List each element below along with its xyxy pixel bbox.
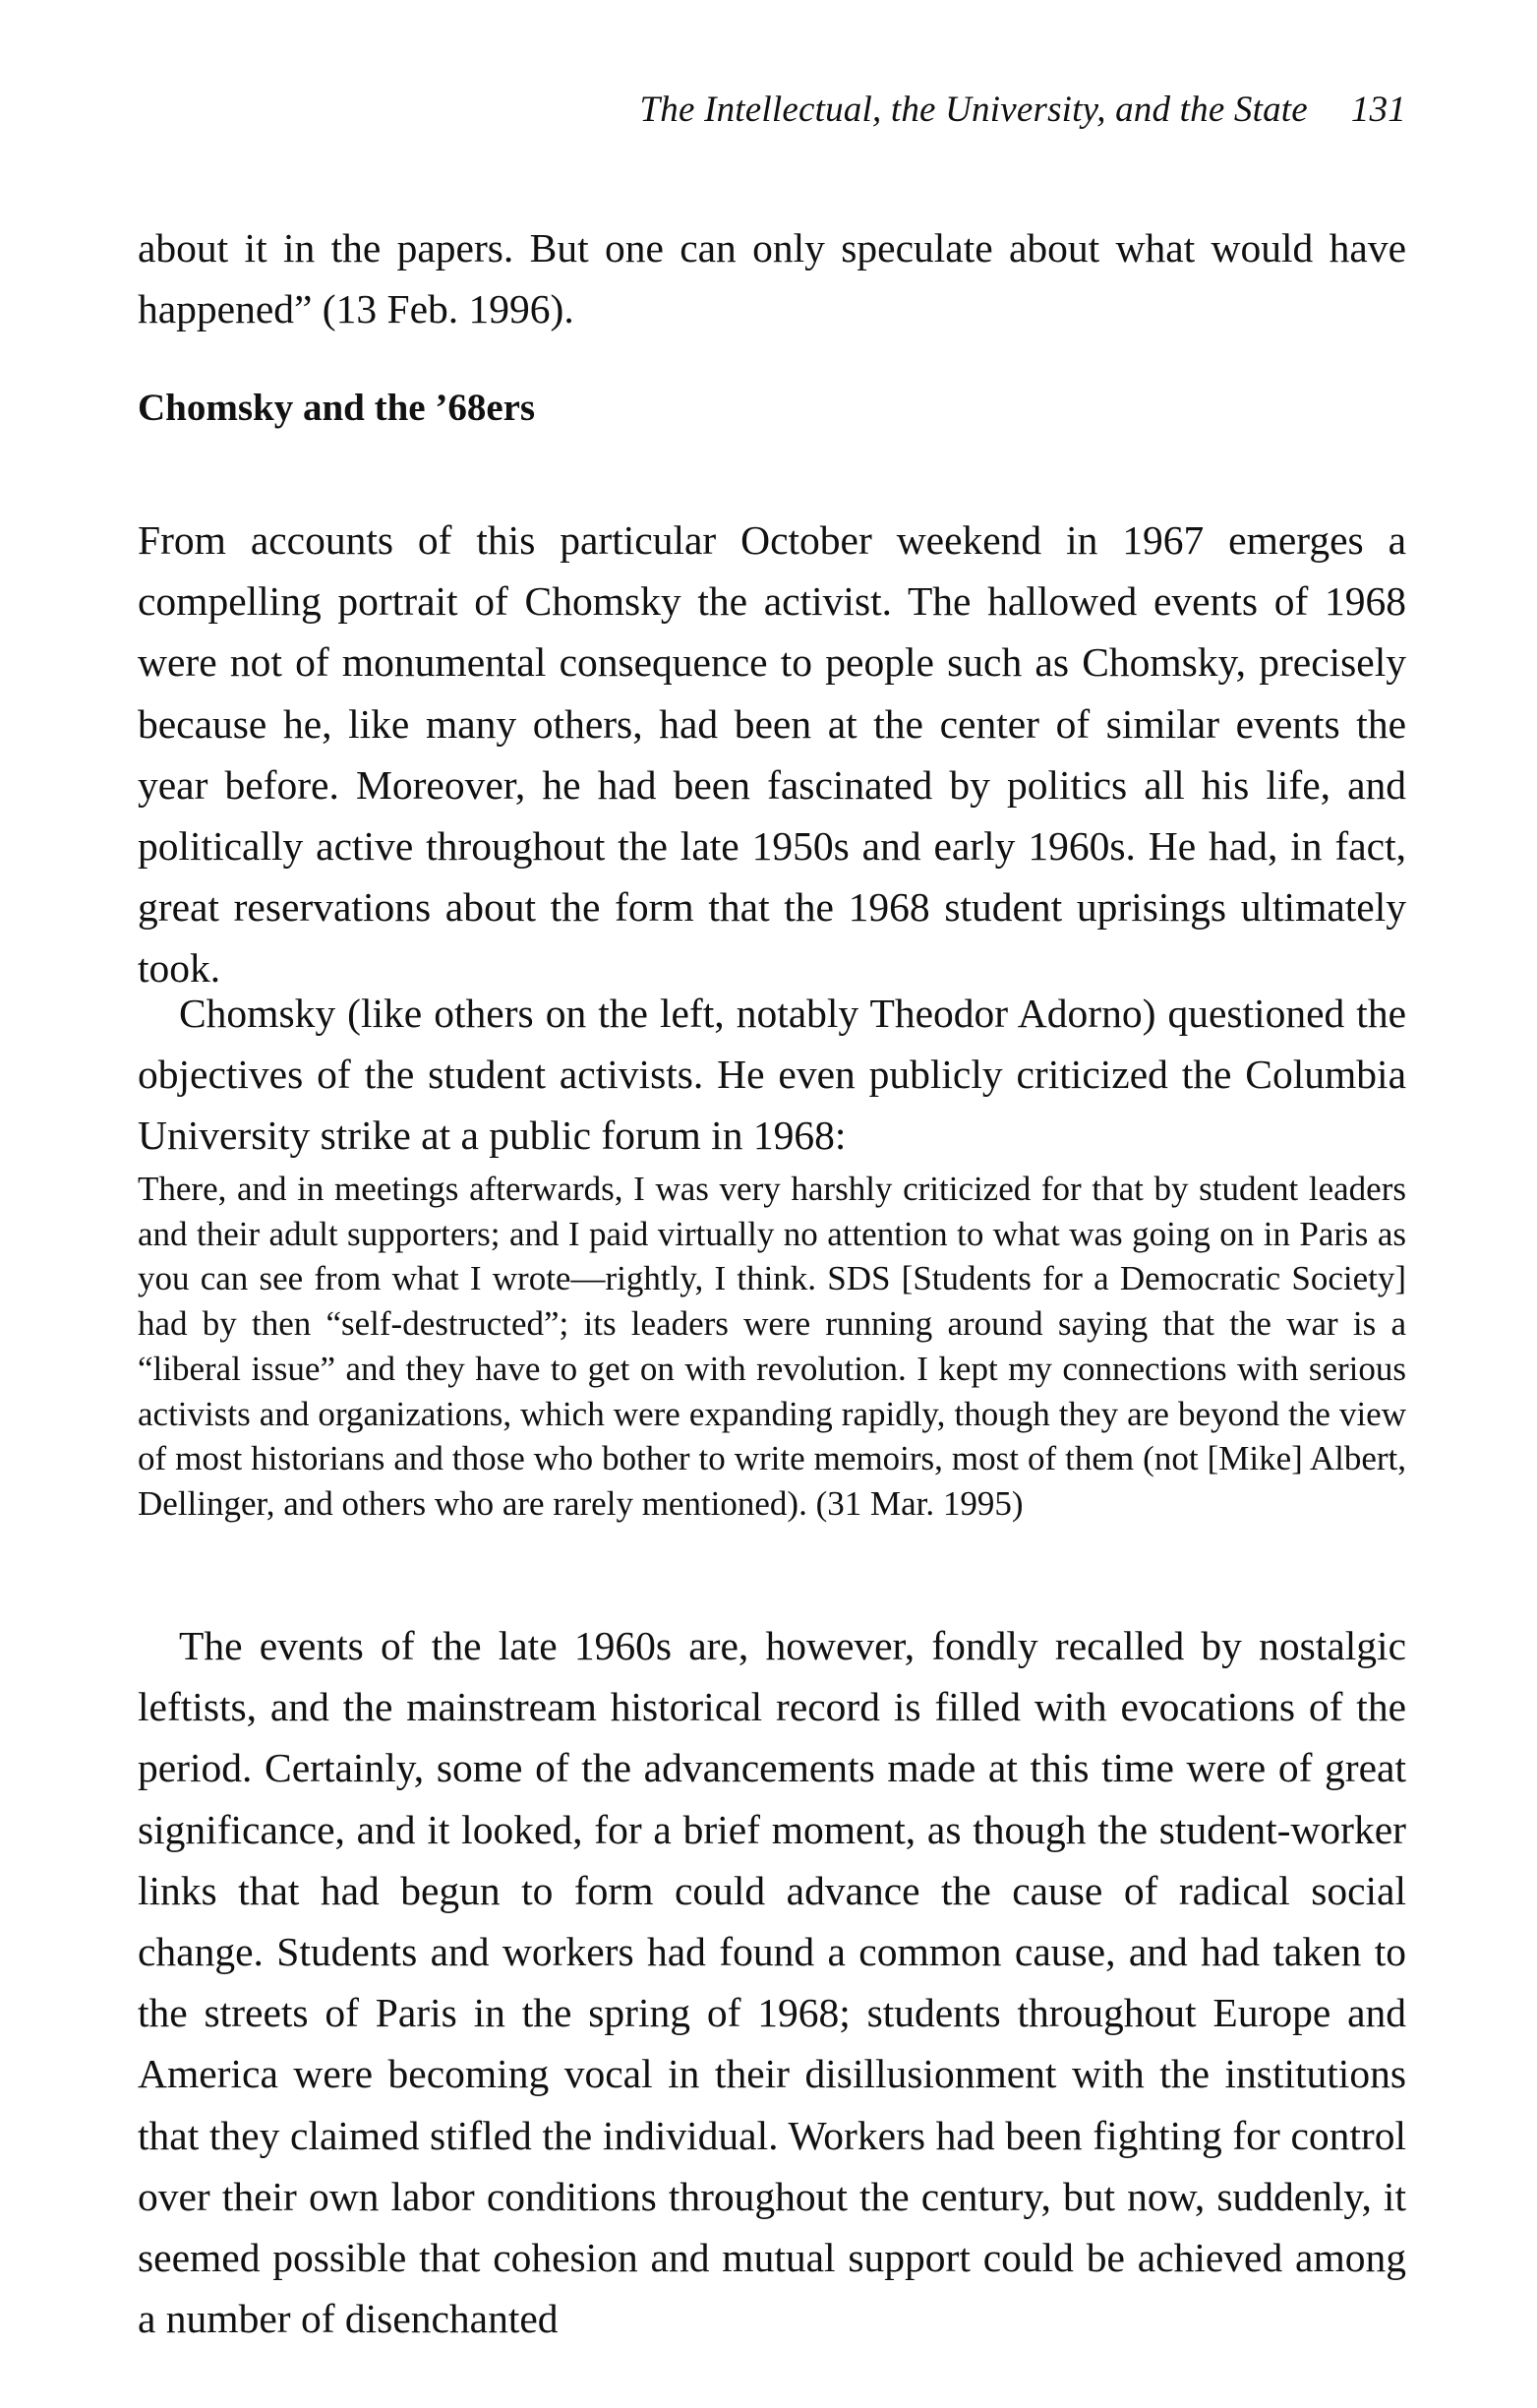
page-number: 131 bbox=[1350, 90, 1406, 130]
paragraph-block-2 bbox=[138, 510, 1406, 999]
block-quote bbox=[138, 1167, 1406, 1527]
paragraph-continuation bbox=[138, 217, 1406, 339]
paragraph-4: The events of the late 1960s are, however, fondly recalled by nostalgic leftists, and the mainstream historical record is filled with evocations of the period. Certainly, some of the advancements made at this time were of great significance, and it looked, for a brief moment, as though the student-worker links that had begun to form could advance the cause of radical social change. Students and workers had found a common cause, and had taken to the streets of Paris in the spring of 1968; students throughout Europe and America were becoming vocal in their disillusionment with the institutions that they claimed stifled the individual. Workers had been fighting for control over their own labor conditions throughout the century, but now, suddenly, it seemed possible that cohesion and mutual support could be achieved among a number of disenchanted bbox=[138, 1623, 1406, 2342]
paragraph-2: From accounts of this particular October weekend in 1967 emerges a compelling portrait of Chomsky the activist. The hallowed events of 1968 were not of monumental consequence to people such as Chomsky, precisely because he, like many others, had been at the center of similar events the year before. Moreover, he had been fascinated by politics all his life, and politically active throughout the late 1950s and early 1960s. He had, in fact, great reservations about the form that the 1968 student uprisings ultimately took. bbox=[138, 517, 1406, 992]
paragraph-block-4 bbox=[138, 1615, 1406, 2349]
paragraph-block-3 bbox=[138, 983, 1406, 1167]
block-quote-text: There, and in meetings afterwards, I was very harshly criticized for that by student leaders and their adult supporters; and I paid virtually no attention to what was going on in Paris as you can see from what I wrote—rightly, I think. SDS [Students for a Democratic Society] had by then “self-destructed”; its leaders were running around saying that the war is a “liberal issue” and they have to get on with revolution. I kept my connections with serious activists and organizations, which were expanding rapidly, though they are beyond the view of most historians and those who bother to write memoirs, most of them (not [Mike] Albert, Dellinger, and others who are rarely mentioned). (31 Mar. 1995) bbox=[138, 1170, 1406, 1523]
paragraph-1: about it in the papers. But one can only speculate about what would have happened” (13 Feb. 1996). bbox=[138, 225, 1406, 332]
running-title: The Intellectual, the University, and the State bbox=[639, 90, 1308, 130]
running-header bbox=[138, 89, 1406, 131]
paragraph-3: Chomsky (like others on the left, notably Theodor Adorno) questioned the objectives of the student activists. He even publicly criticized the Columbia University strike at a public forum in 1968: bbox=[138, 991, 1406, 1159]
section-heading: Chomsky and the ’68ers bbox=[138, 387, 536, 429]
